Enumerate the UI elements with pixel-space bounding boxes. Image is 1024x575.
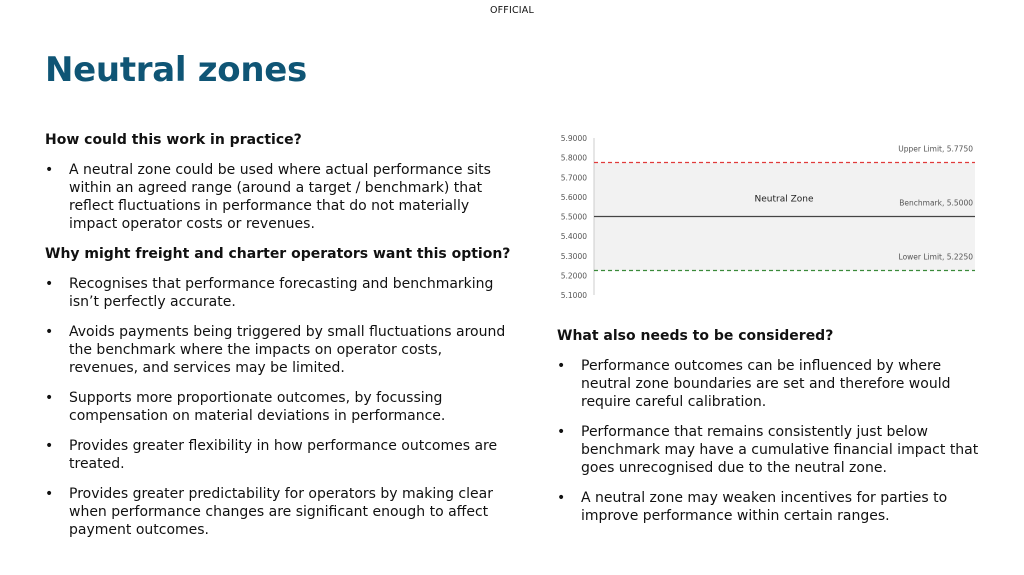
bullet-text: Provides greater predictability for operators by making clear when performance changes are significant enough to affect payment outcomes. — [69, 486, 493, 538]
y-tick-label: 5.7000 — [560, 173, 587, 183]
bullet-item — [557, 489, 982, 525]
bullet-list — [557, 357, 982, 525]
bullet-item — [45, 275, 515, 311]
bullet-glyph: • — [45, 486, 54, 502]
bullet-glyph: • — [45, 390, 54, 406]
section-heading: How could this work in practice? — [45, 132, 302, 148]
bullet-glyph: • — [45, 276, 54, 292]
benchmark-label: Benchmark, 5.5000 — [899, 198, 973, 208]
bullet-glyph: • — [557, 490, 566, 506]
bullet-text: Performance that remains consistently just below benchmark may have a cumulative financial impact that goes unrecognised due to the neutral zone. — [581, 424, 979, 476]
lower-label: Lower Limit, 5.2250 — [898, 252, 973, 262]
y-tick-label: 5.8000 — [560, 153, 587, 163]
bullet-glyph: • — [45, 324, 54, 340]
y-tick-label: 5.3000 — [560, 251, 587, 261]
bullet-item — [557, 357, 982, 411]
page-title: Neutral zones — [45, 50, 307, 90]
section-heading: What also needs to be considered? — [557, 328, 834, 344]
bullet-text: A neutral zone may weaken incentives for parties to improve performance within certain ranges. — [581, 490, 948, 524]
y-tick-label: 5.1000 — [560, 291, 587, 300]
y-tick-label: 5.2000 — [560, 271, 587, 281]
section-practice — [45, 131, 515, 233]
bullet-glyph: • — [557, 424, 566, 440]
bullet-list — [45, 161, 515, 233]
y-tick-label: 5.4000 — [560, 232, 587, 242]
left-column — [45, 131, 515, 551]
bullet-item — [45, 437, 515, 473]
chart-svg — [556, 130, 982, 302]
bullet-item — [45, 389, 515, 425]
upper-label: Upper Limit, 5.7750 — [898, 144, 973, 154]
bullet-text: Provides greater flexibility in how performance outcomes are treated. — [69, 438, 498, 472]
bullet-item — [45, 485, 515, 539]
bullet-text: Performance outcomes can be influenced by where neutral zone boundaries are set and therefore would require careful calibration. — [581, 358, 951, 410]
right-column — [557, 327, 982, 537]
bullet-list — [45, 275, 515, 539]
bullet-glyph: • — [45, 438, 54, 454]
bullet-item — [45, 323, 515, 377]
bullet-glyph: • — [45, 162, 54, 178]
y-tick-label: 5.9000 — [560, 134, 587, 143]
bullet-glyph: • — [557, 358, 566, 374]
bullet-text: Recognises that performance forecasting and benchmarking isn’t perfectly accurate. — [69, 276, 494, 310]
bullet-text: Supports more proportionate outcomes, by focussing compensation on material deviations in performance. — [69, 390, 446, 424]
bullet-item — [45, 161, 515, 233]
bullet-item — [557, 423, 982, 477]
section-why-operators — [45, 245, 515, 539]
neutral-zone-label: Neutral Zone — [754, 194, 814, 205]
bullet-text: Avoids payments being triggered by small fluctuations around the benchmark where the impacts on operator costs, revenues, and services may be limited. — [69, 324, 506, 376]
bullet-text: A neutral zone could be used where actual performance sits within an agreed range (around a target / benchmark) that reflect fluctuations in performance that do not materially impact operator costs or revenues. — [69, 162, 491, 232]
section-heading: Why might freight and charter operators want this option? — [45, 246, 511, 262]
neutral-zone-chart — [556, 130, 982, 302]
classification-label: OFFICIAL — [489, 5, 535, 16]
y-tick-label: 5.6000 — [560, 192, 587, 202]
y-tick-label: 5.5000 — [560, 212, 587, 222]
